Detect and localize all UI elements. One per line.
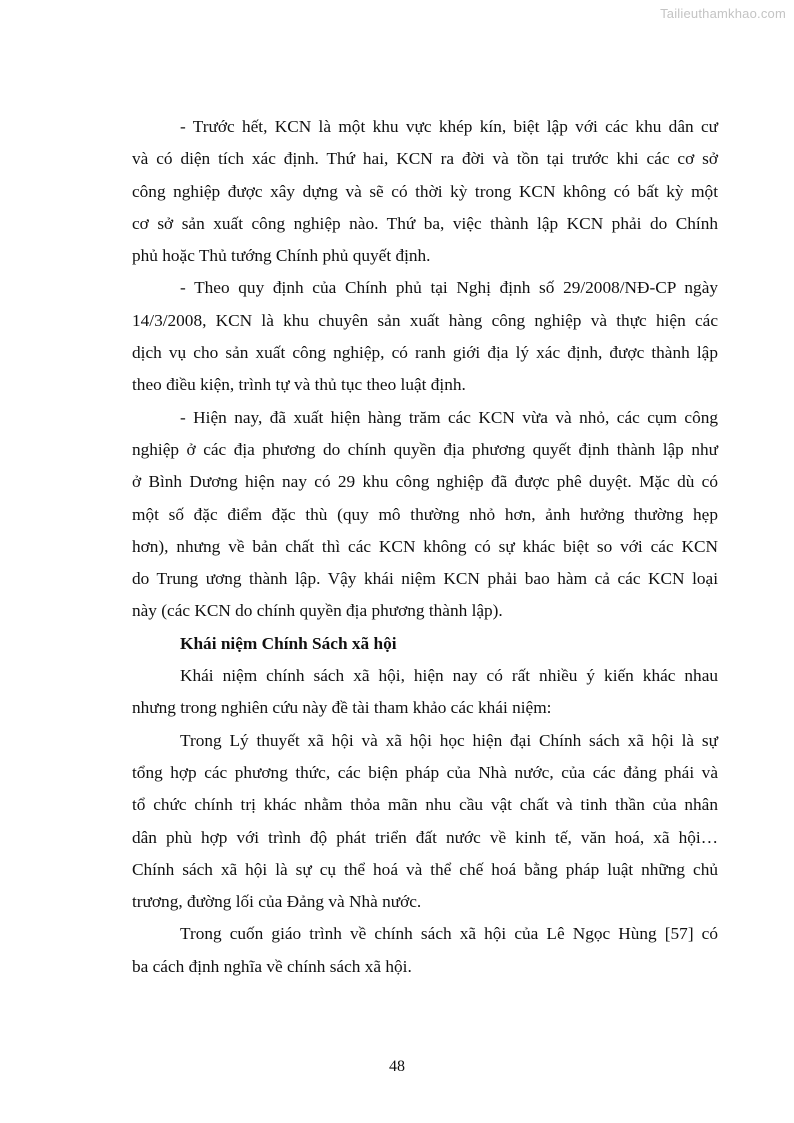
paragraph-line: - Theo quy định của Chính phủ tại Nghị định số 29/2008/NĐ-CP ngày [180, 278, 718, 298]
paragraph-line: Chính sách xã hội là sự cụ thể hoá và thể chế hoá bằng pháp luật những chủ [132, 859, 718, 879]
document-body [132, 111, 718, 983]
paragraph-line: - Hiện nay, đã xuất hiện hàng trăm các KCN vừa và nhỏ, các cụm công [180, 407, 718, 427]
paragraph-line: Trong cuốn giáo trình về chính sách xã hội của Lê Ngọc Hùng [57] có [180, 924, 718, 944]
page-number: 48 [389, 1058, 405, 1075]
paragraph-line: dịch vụ cho sản xuất công nghiệp, có ranh giới địa lý xác định, được thành lập [132, 343, 718, 363]
paragraph-line: tổng hợp các phương thức, các biện pháp của Nhà nước, của các đảng phái và [132, 762, 718, 782]
paragraph-line: trương, đường lối của Đảng và Nhà nước. [132, 892, 422, 912]
paragraph-line: công nghiệp được xây dựng và sẽ có thời kỳ trong KCN không có bất kỳ một [132, 181, 718, 201]
paragraph-line: cơ sở sản xuất công nghiệp nào. Thứ ba, việc thành lập KCN phải do Chính [132, 213, 718, 233]
paragraph-line: nghiệp ở các địa phương do chính quyền địa phương quyết định thành lập như [132, 439, 718, 459]
paragraph-line: ở Bình Dương hiện nay có 29 khu công nghiệp đã được phê duyệt. Mặc dù có [132, 472, 718, 492]
section-heading: Khái niệm Chính Sách xã hội [180, 633, 397, 653]
paragraph-line: ba cách định nghĩa về chính sách xã hội. [132, 956, 412, 976]
paragraph-line: hơn), nhưng về bản chất thì các KCN không có sự khác biệt so với các KCN [132, 536, 718, 556]
paragraph-line: và có diện tích xác định. Thứ hai, KCN ra đời và tồn tại trước khi các cơ sở [132, 149, 718, 169]
paragraph-line: dân phù hợp với trình độ phát triển đất nước về kinh tế, văn hoá, xã hội… [132, 827, 718, 847]
paragraph-line: tổ chức chính trị khác nhằm thỏa mãn nhu cầu vật chất và tinh thần của nhân [132, 795, 718, 815]
paragraph-line: một số đặc điểm đặc thù (quy mô thường nhỏ hơn, ảnh hưởng thường hẹp [132, 504, 718, 524]
paragraph-line: theo điều kiện, trình tự và thủ tục theo luật định. [132, 375, 466, 395]
watermark: Tailieuthamkhao.com [660, 6, 786, 21]
paragraph-line: Khái niệm chính sách xã hội, hiện nay có rất nhiều ý kiến khác nhau [180, 666, 718, 686]
paragraph-line: này (các KCN do chính quyền địa phương thành lập). [132, 601, 503, 621]
paragraph-line: - Trước hết, KCN là một khu vực khép kín, biệt lập với các khu dân cư [180, 117, 718, 136]
paragraph-line: nhưng trong nghiên cứu này đề tài tham khảo các khái niệm: [132, 698, 552, 718]
paragraph-line: phủ hoặc Thủ tướng Chính phủ quyết định. [132, 246, 431, 266]
paragraph-line: do Trung ương thành lập. Vậy khái niệm KCN phải bao hàm cả các KCN loại [132, 569, 718, 589]
paragraph-line: 14/3/2008, KCN là khu chuyên sản xuất hàng công nghiệp và thực hiện các [132, 310, 718, 330]
paragraph-line: Trong Lý thuyết xã hội và xã hội học hiện đại Chính sách xã hội là sự [180, 730, 718, 750]
